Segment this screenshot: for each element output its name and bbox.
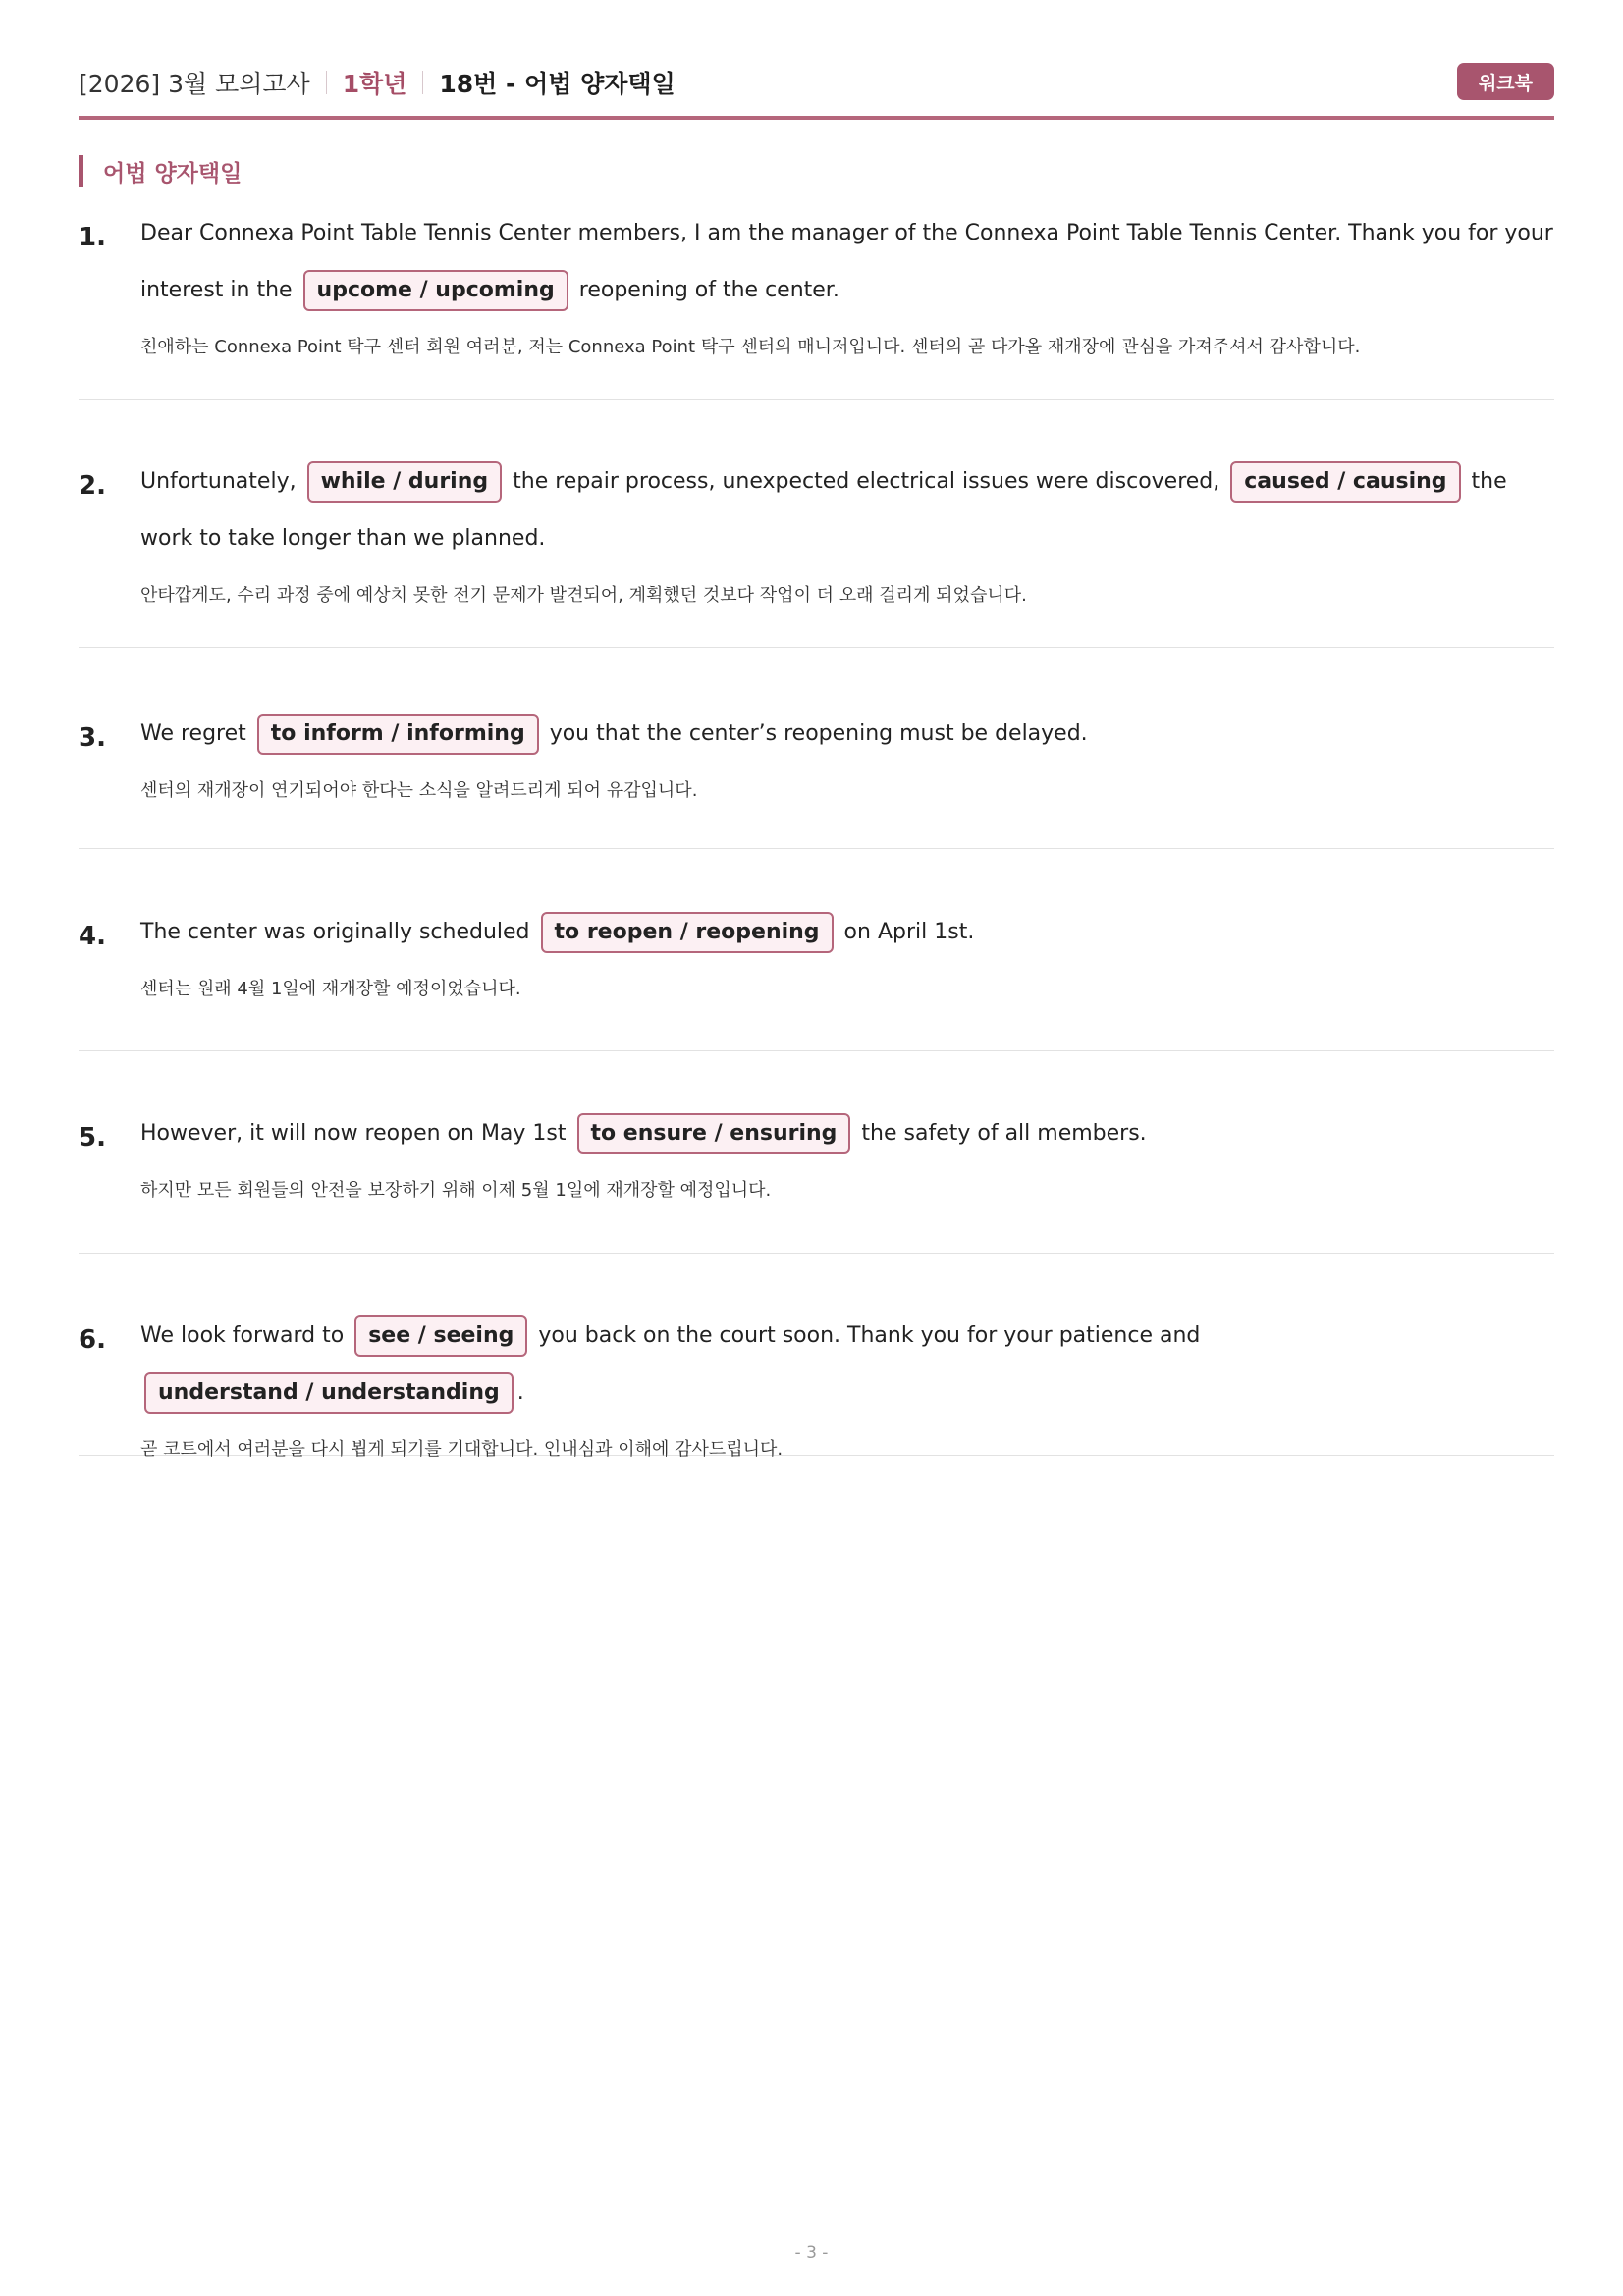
grammar-choice-box[interactable]: caused / causing — [1230, 461, 1460, 503]
sentence-text: Dear Connexa Point Table Tennis Center members, I am the manager of the Connexa Point Table Tennis Center. Thank you for your interest in the — [140, 221, 1553, 302]
question-translation: 하지만 모든 회원들의 안전을 보장하기 위해 이제 5월 1일에 재개장할 예정입니다. — [140, 1180, 772, 1201]
sentence-text: you back on the court soon. Thank you for your patience and — [531, 1323, 1201, 1348]
grammar-choice-box[interactable]: to reopen / reopening — [541, 912, 834, 953]
grammar-choice-box[interactable]: to ensure / ensuring — [577, 1113, 851, 1154]
question-sentence — [140, 706, 1554, 763]
question-number: 3. — [79, 723, 106, 753]
grade-label: 1학년 — [342, 70, 407, 98]
question-item — [79, 849, 1554, 1051]
grammar-choice-box[interactable]: to inform / informing — [257, 714, 539, 755]
question-translation: 안타깝게도, 수리 과정 중에 예상치 못한 전기 문제가 발견되어, 계획했던 것보다 작업이 더 오래 걸리게 되었습니다. — [140, 585, 1027, 606]
question-sentence — [140, 454, 1554, 567]
grammar-choice-box[interactable]: while / during — [307, 461, 503, 503]
header-divider — [422, 71, 423, 94]
sentence-text: the safety of all members. — [854, 1121, 1147, 1146]
header-divider — [326, 71, 327, 94]
sentence-text: However, it will now reopen on May 1st — [140, 1121, 573, 1146]
grammar-choice-box[interactable]: see / seeing — [354, 1315, 527, 1357]
question-sentence — [140, 1105, 1554, 1162]
sentence-text: The center was originally scheduled — [140, 920, 537, 944]
page-title: 18번 - 어법 양자택일 — [439, 70, 676, 98]
sentence-text: We look forward to — [140, 1323, 352, 1348]
sentence-text: . — [516, 1380, 524, 1405]
header-rule — [79, 116, 1554, 120]
section-title: 어법 양자택일 — [79, 155, 242, 187]
page-header — [79, 63, 1554, 102]
question-item — [79, 400, 1554, 648]
question-number: 5. — [79, 1123, 106, 1152]
sentence-text: We regret — [140, 721, 253, 746]
sentence-text: you that the center’s reopening must be delayed. — [542, 721, 1088, 746]
question-list — [79, 201, 1554, 1460]
question-translation: 친애하는 Connexa Point 탁구 센터 회원 여러분, 저는 Connexa Point 탁구 센터의 매니저입니다. 센터의 곧 다가올 재개장에 관심을 가져주셔서 감사합니다. — [140, 337, 1361, 357]
sentence-text: Unfortunately, — [140, 469, 303, 494]
page-number: - 3 - — [794, 2243, 829, 2263]
question-translation: 곧 코트에서 여러분을 다시 뵙게 되기를 기대합니다. 인내심과 이해에 감사드립니다. — [140, 1439, 784, 1460]
sentence-text: reopening of the center. — [571, 278, 839, 302]
question-number: 1. — [79, 223, 106, 252]
question-number: 2. — [79, 471, 106, 501]
question-translation: 센터는 원래 4월 1일에 재개장할 예정이었습니다. — [140, 979, 521, 999]
question-sentence — [140, 904, 1554, 961]
question-item — [79, 201, 1554, 400]
question-translation: 센터의 재개장이 연기되어야 한다는 소식을 알려드리게 되어 유감입니다. — [140, 780, 698, 801]
grammar-choice-box[interactable]: upcome / upcoming — [303, 270, 568, 311]
question-sentence — [140, 1308, 1554, 1421]
sentence-text: on April 1st. — [837, 920, 975, 944]
question-item — [79, 1254, 1554, 1460]
sentence-text: the work to take longer than we planned. — [140, 469, 1507, 551]
question-item — [79, 648, 1554, 849]
question-number: 4. — [79, 922, 106, 951]
grammar-choice-box[interactable]: understand / understanding — [144, 1372, 514, 1414]
question-item — [79, 1051, 1554, 1254]
exam-label: [2026] 3월 모의고사 — [79, 70, 310, 98]
question-sentence — [140, 205, 1554, 319]
sentence-text: the repair process, unexpected electrical issues were discovered, — [506, 469, 1227, 494]
question-number: 6. — [79, 1325, 106, 1355]
workbook-badge: 워크북 — [1457, 63, 1554, 100]
